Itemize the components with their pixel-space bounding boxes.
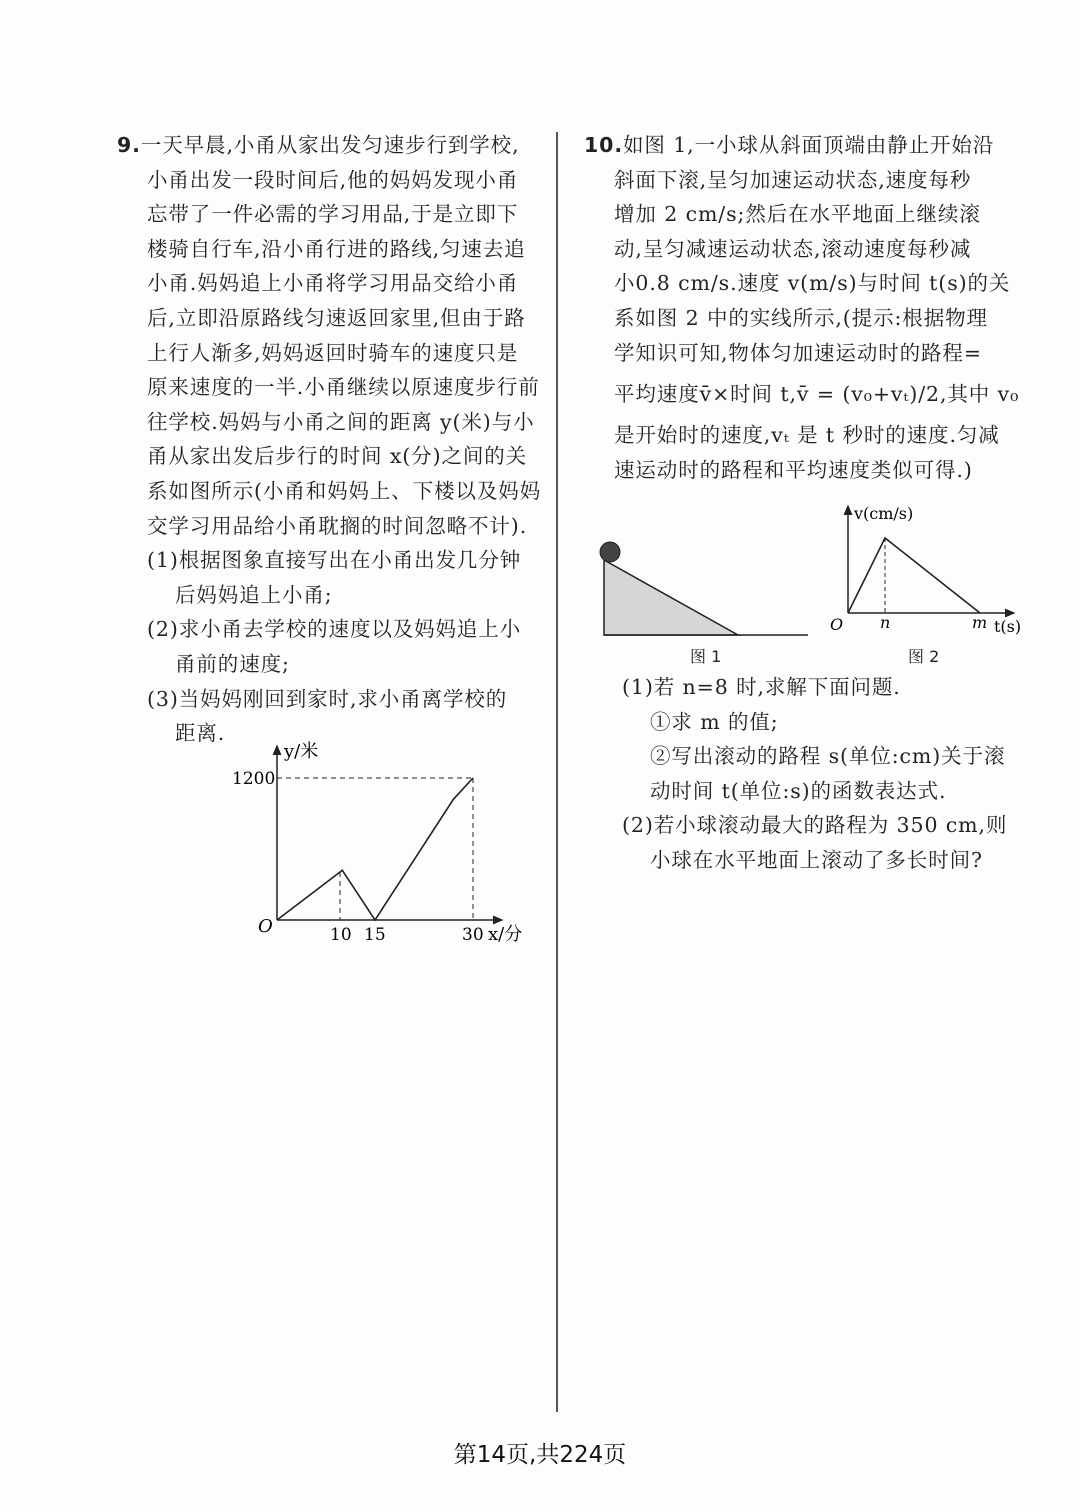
q10-line-9: 是开始时的速度,vₜ 是 t 秒时的速度.匀减 (614, 423, 1000, 448)
q9-line-10: 甬从家出发后步行的时间 x(分)之间的关 (147, 444, 528, 469)
q9-part2-cont: 甬前的速度; (175, 651, 290, 676)
page-footer: 第14页,共224页 (453, 1442, 627, 1468)
q10-part1b-cont: 动时间 t(单位:s)的函数表达式. (650, 778, 947, 803)
q9-line-6: 后,立即沿原路线匀速返回家里,但由于路 (147, 305, 526, 330)
q9-line-4: 楼骑自行车,沿小甬行进的路线,匀速去追 (147, 236, 526, 261)
q9-xtick-30: 30 (462, 925, 484, 945)
q10-line-10: 速运动时的路程和平均速度类似可得.) (614, 457, 973, 482)
ball (600, 542, 620, 562)
q9-series-line (277, 778, 473, 920)
q9-ylabel: y/米 (284, 741, 319, 762)
q9-xlabel: x/分 (488, 924, 523, 945)
q9-number: 9. (117, 133, 141, 157)
q9-line-12: 交学习用品给小甬耽搁的时间忽略不计). (147, 513, 528, 538)
question-9 (117, 128, 542, 751)
q9-line-11: 系如图所示(小甬和妈妈上、下楼以及妈妈 (147, 478, 542, 503)
fig2-origin: O (830, 615, 844, 634)
fig2-xtick-m: m (972, 613, 988, 632)
q10-number: 10. (584, 133, 624, 157)
question-10 (584, 128, 1020, 487)
q9-distance-time-graph (232, 740, 542, 955)
q9-ytick-1200: 1200 (232, 769, 276, 789)
fig2-xtick-n: n (880, 613, 891, 632)
q10-part1: (1)若 n=8 时,求解下面问题. (622, 675, 901, 699)
q9-origin: O (258, 916, 273, 937)
q9-line-7: 上行人渐多,妈妈返回时骑车的速度只是 (147, 340, 519, 365)
q9-xtick-15: 15 (364, 925, 386, 945)
fig2-xlabel: t(s) (994, 617, 1022, 636)
q10-line-6: 系如图 2 中的实线所示,(提示:根据物理 (614, 305, 988, 330)
q9-part1-cont: 后妈妈追上小甬; (175, 582, 333, 607)
q10-part1b: ②写出滚动的路程 s(单位:cm)关于滚 (650, 744, 1006, 769)
q9-part1: (1)根据图象直接写出在小甬出发几分钟 (147, 548, 522, 573)
q10-part2: (2)若小球滚动最大的路程为 350 cm,则 (622, 813, 1008, 838)
q10-fig1-caption: 图 1 (690, 647, 722, 666)
q10-figure-2-velocity-graph (824, 500, 1034, 645)
q9-line-8: 原来速度的一半.小甬继续以原速度步行前 (147, 375, 540, 400)
q9-line-9: 往学校.妈妈与小甬之间的距离 y(米)与小 (147, 409, 535, 434)
slope-triangle (604, 560, 738, 635)
fig2-ylabel: v(cm/s) (854, 504, 914, 523)
q9-xtick-10: 10 (330, 925, 352, 945)
q10-line-1: 10.如图 1,一小球从斜面顶端由静止开始沿 (584, 133, 995, 157)
q9-line-5: 小甬.妈妈追上小甬将学习用品交给小甬 (147, 271, 519, 296)
q10-part1a: ①求 m 的值; (650, 709, 779, 734)
q10-formula-line: 平均速度v̄×时间 t,v̄ = (v₀+vₜ)/2,其中 v₀ (614, 382, 1020, 407)
q9-part2: (2)求小甬去学校的速度以及妈妈追上小 (147, 617, 522, 642)
q9-line-2: 小甬出发一段时间后,他的妈妈发现小甬 (147, 167, 519, 192)
q10-part2-cont: 小球在水平地面上滚动了多长时间? (650, 847, 983, 872)
q9-part3-cont: 距离. (175, 721, 226, 746)
q10-line-4: 动,呈匀减速运动状态,滚动速度每秒减 (614, 236, 972, 261)
q10-line-7: 学知识可知,物体匀加速运动时的路程= (614, 340, 982, 365)
q9-line-1: 9.一天早晨,小甬从家出发匀速步行到学校, (117, 133, 520, 157)
column-divider (556, 132, 558, 1412)
q10-line-3: 增加 2 cm/s;然后在水平地面上继续滚 (614, 202, 981, 227)
q10-figure-1-slope (598, 538, 813, 643)
q10-line-2: 斜面下滚,呈匀加速运动状态,速度每秒 (614, 167, 972, 192)
q9-line-3: 忘带了一件必需的学习用品,于是立即下 (147, 202, 519, 227)
fig2-velocity-line (848, 538, 980, 613)
q10-fig2-caption: 图 2 (908, 647, 940, 666)
q10-line-5: 小0.8 cm/s.速度 v(m/s)与时间 t(s)的关 (614, 271, 1011, 296)
q9-part3: (3)当妈妈刚回到家时,求小甬离学校的 (147, 686, 508, 711)
q10-parts (584, 670, 1008, 878)
